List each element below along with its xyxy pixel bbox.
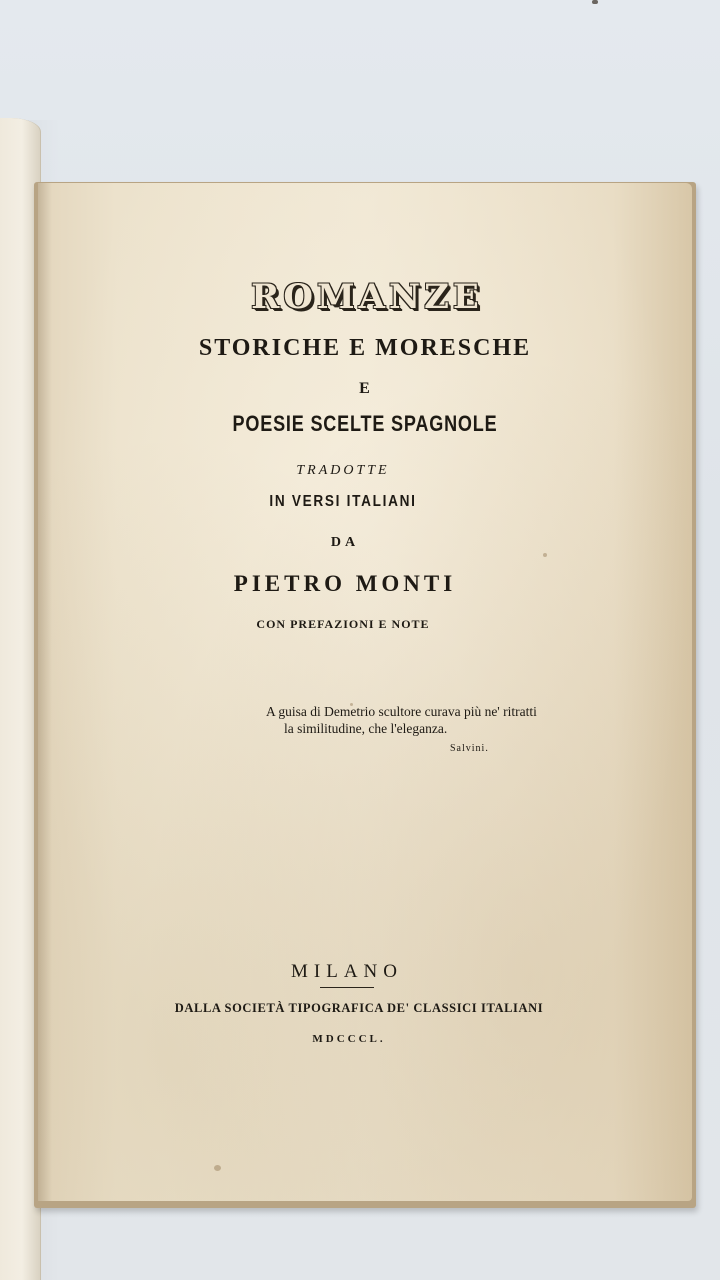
author-name: PIETRO MONTI xyxy=(233,571,457,596)
epigraph-attribution: Salvini. xyxy=(450,743,489,754)
notes-line: CON PREFAZIONI E NOTE xyxy=(256,617,430,631)
subtitle-line-1: STORICHE E MORESCHE xyxy=(198,335,532,361)
imprint-publisher: DALLA SOCIETÀ TIPOGRAFICA DE' CLASSICI ITALIANI xyxy=(174,1001,544,1015)
imprint-year: MDCCCL. xyxy=(312,1033,386,1045)
background-speck xyxy=(592,0,598,4)
epigraph-line-2: la similitudine, che l'eleganza. xyxy=(284,721,448,736)
subtitle-conjunction: E xyxy=(359,380,371,397)
title-page xyxy=(38,183,692,1201)
foxing-spot xyxy=(543,553,547,557)
imprint-rule xyxy=(320,987,374,988)
imprint-city: MILANO xyxy=(291,961,403,982)
translated-label: TRADOTTE xyxy=(296,463,390,478)
book-title: ROMANZE xyxy=(251,277,483,317)
foxing-spot xyxy=(214,1165,221,1171)
epigraph-line-1: A guisa di Demetrio scultore curava più ne' ritratti xyxy=(266,704,537,719)
verse-line: IN VERSI ITALIANI xyxy=(269,493,417,510)
subtitle-line-2: POESIE SCELTE SPAGNOLE xyxy=(232,411,498,436)
epigraph xyxy=(266,703,566,754)
by-label: DA xyxy=(330,535,360,550)
